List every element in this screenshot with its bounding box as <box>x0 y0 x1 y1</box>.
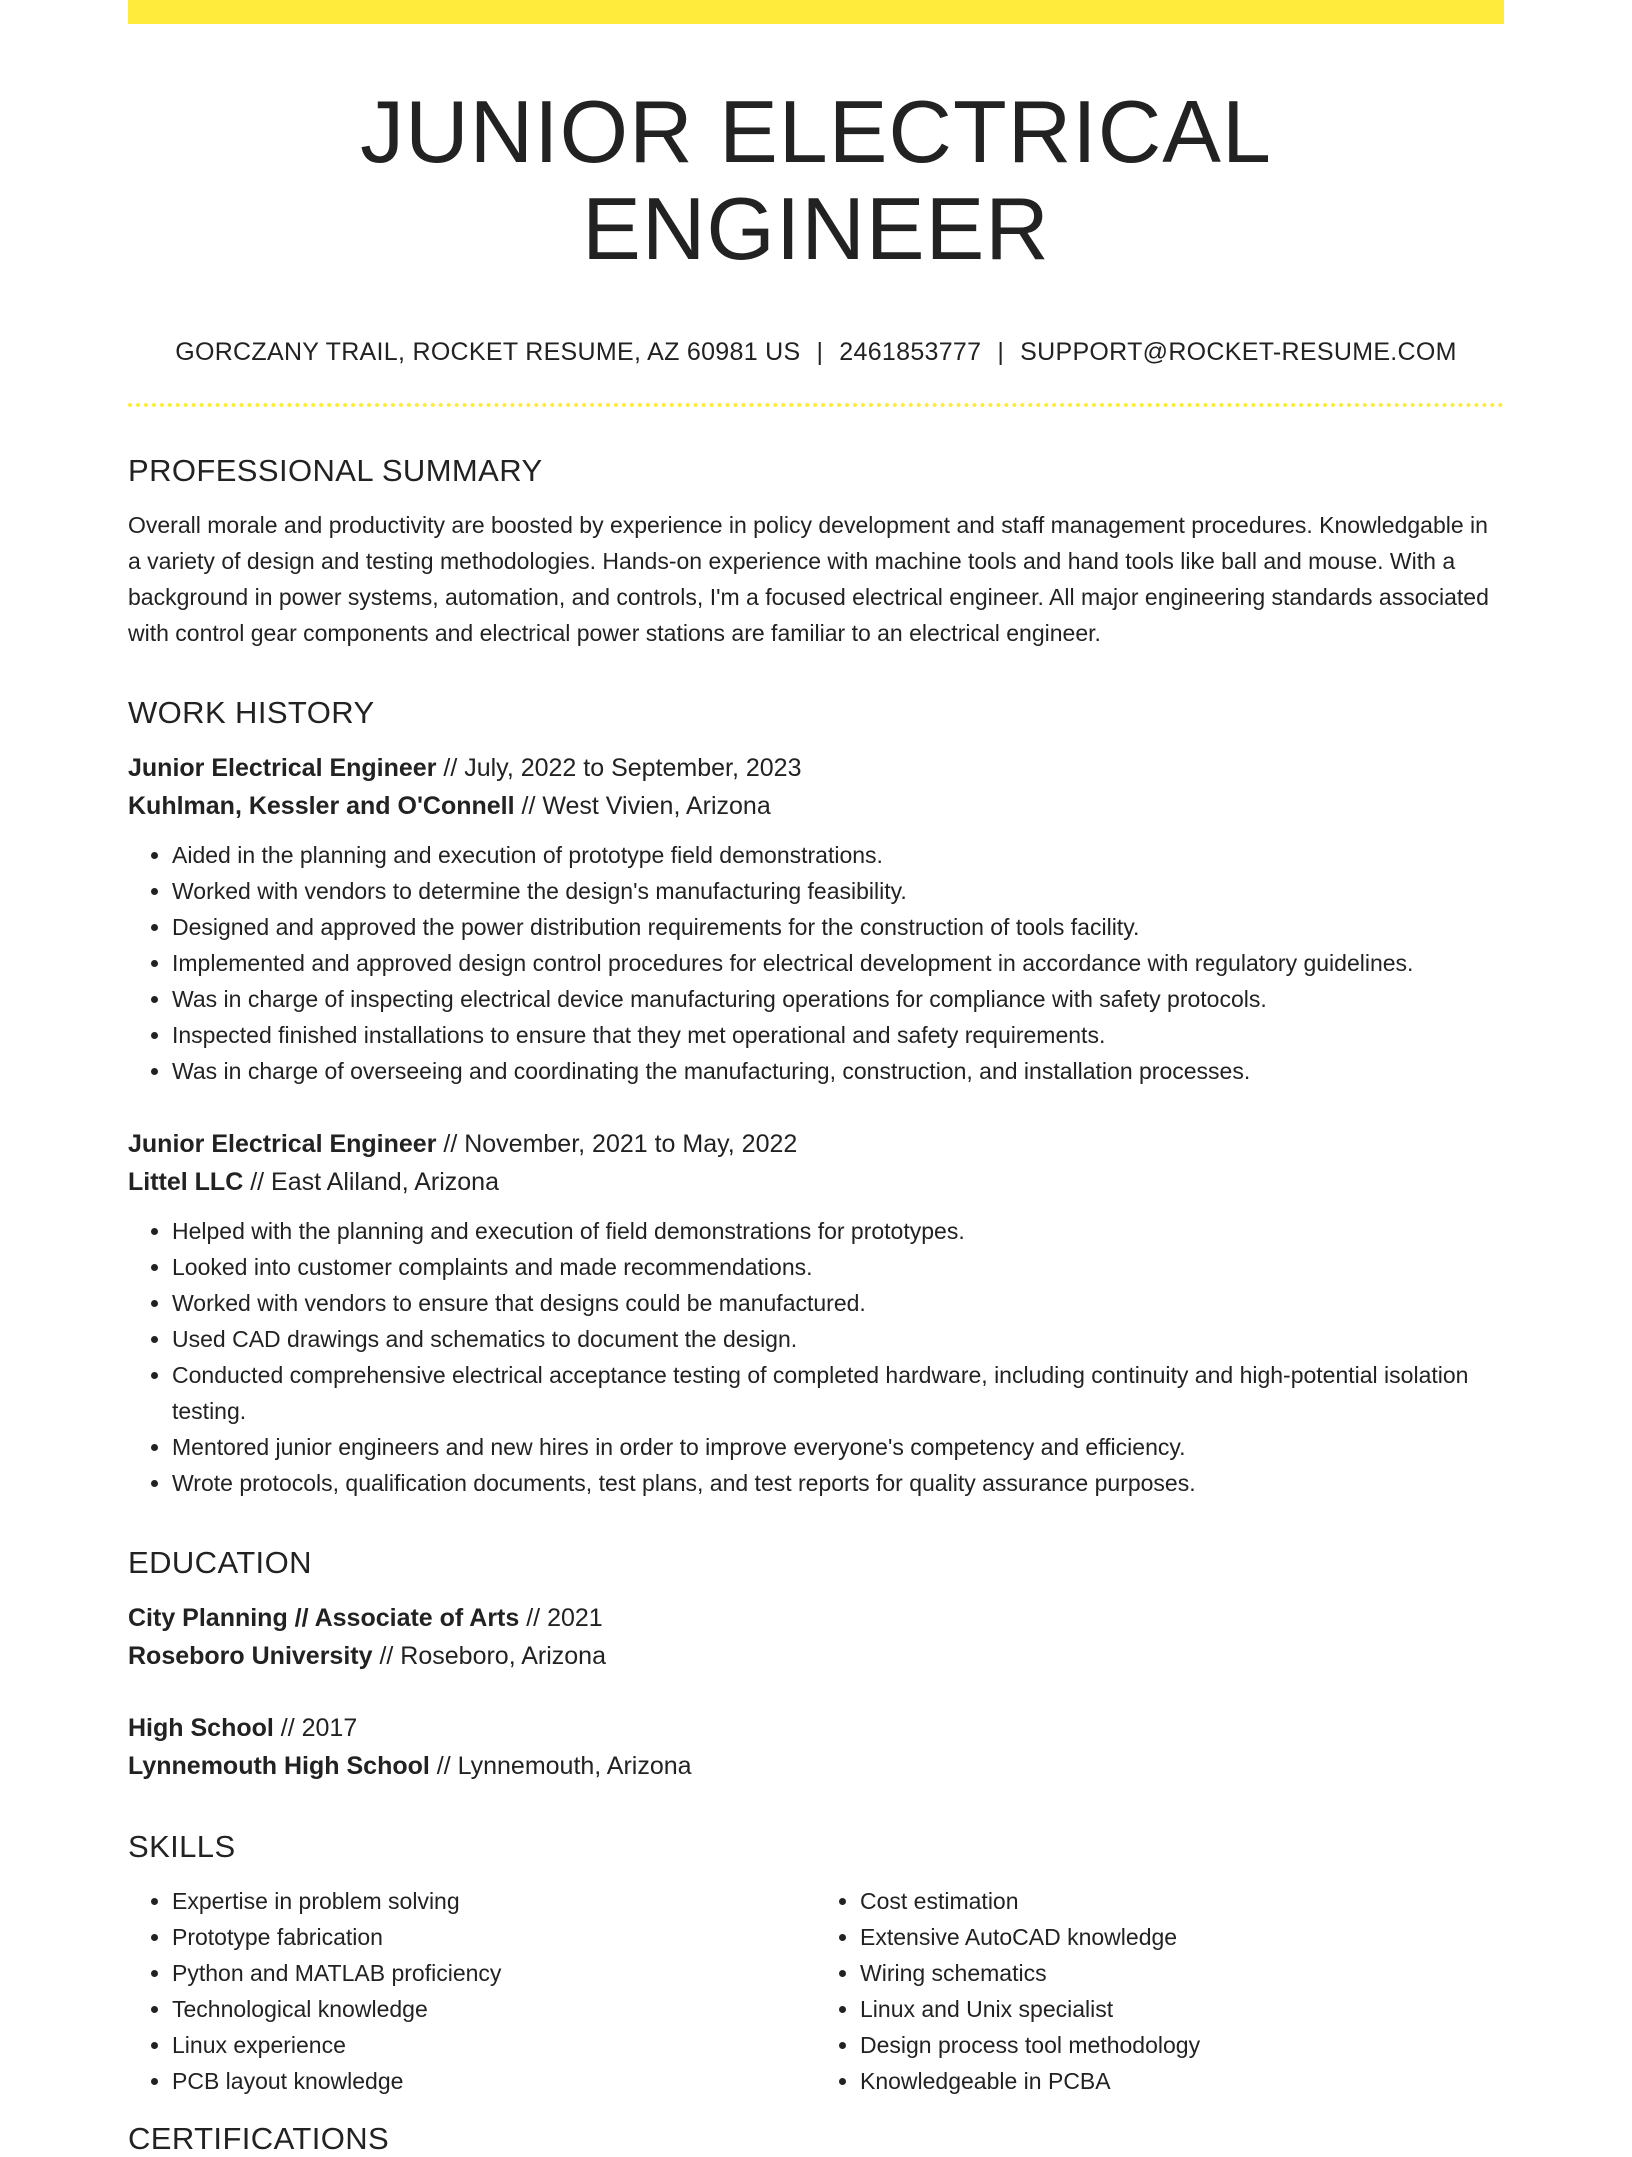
education-location: // Roseboro, Arizona <box>372 1641 606 1670</box>
job-title-line <box>128 1125 1504 1163</box>
education-heading: EDUCATION <box>128 1544 312 1580</box>
education-school: Lynnemouth High School <box>128 1751 430 1780</box>
job-dates: // November, 2021 to May, 2022 <box>436 1129 798 1158</box>
skill-item: • Wiring schematics <box>860 1955 1504 1991</box>
skills-heading: SKILLS <box>128 1828 236 1864</box>
summary-heading: PROFESSIONAL SUMMARY <box>128 452 543 488</box>
job-dates: // July, 2022 to September, 2023 <box>436 753 802 782</box>
job-bullet: • Designed and approved the power distribution requirements for the construction of tools facility. <box>172 909 1504 945</box>
job-bullet: • Was in charge of overseeing and coordinating the manufacturing, construction, and installation processes. <box>172 1053 1504 1089</box>
skill-item: • Design process tool methodology <box>860 2027 1504 2063</box>
job-title: Junior Electrical Engineer <box>128 753 437 782</box>
skill-item: • Expertise in problem solving <box>172 1883 816 1919</box>
education-school-line <box>128 1747 1504 1785</box>
summary-text: Overall morale and productivity are boosted by experience in policy development and staff management procedures. Knowledgable in a variety of design and testing methodologies. Hands-on experience with machine tools and hand tools like ball and mouse. With a background in power systems, automation, and controls, I'm a focused electrical engineer. All major engineering standards associated with control gear components and electrical power stations are familiar to an electrical engineer. <box>128 511 1489 646</box>
work-history-heading: WORK HISTORY <box>128 694 375 730</box>
contact-email[interactable]: SUPPORT@ROCKET-RESUME.COM <box>1020 337 1457 366</box>
job-bullet: • Wrote protocols, qualification documents, test plans, and test reports for quality assurance purposes. <box>172 1465 1504 1501</box>
skill-item: • PCB layout knowledge <box>172 2063 816 2099</box>
education-year: // 2017 <box>273 1713 358 1742</box>
job-bullet: • Implemented and approved design control procedures for electrical development in accordance with regulatory guidelines. <box>172 945 1504 981</box>
education-entry <box>128 1709 1504 1785</box>
job-entry <box>128 1125 1504 1501</box>
skill-item: • Linux and Unix specialist <box>860 1991 1504 2027</box>
contact-phone: 2461853777 <box>839 337 982 366</box>
education-year: // 2021 <box>519 1603 603 1632</box>
education-degree-line <box>128 1599 1504 1637</box>
job-title-line <box>128 749 1504 787</box>
education-school: Roseboro University <box>128 1641 373 1670</box>
job-location: // West Vivien, Arizona <box>514 791 771 820</box>
contact-separator: | <box>997 337 1005 366</box>
skill-item: • Prototype fabrication <box>172 1919 816 1955</box>
job-bullet: • Helped with the planning and execution of field demonstrations for prototypes. <box>172 1213 1504 1249</box>
job-bullets <box>128 837 1504 1089</box>
education-location: // Lynnemouth, Arizona <box>429 1751 692 1780</box>
skill-item: • Technological knowledge <box>172 1991 816 2027</box>
top-accent-bar <box>128 0 1504 24</box>
job-bullet: • Was in charge of inspecting electrical device manufacturing operations for compliance with safety protocols. <box>172 981 1504 1017</box>
education-school-line <box>128 1637 1504 1675</box>
skills-columns <box>128 1883 1504 2099</box>
job-entry <box>128 749 1504 1089</box>
education-entry <box>128 1599 1504 1675</box>
job-bullet: • Used CAD drawings and schematics to document the design. <box>172 1321 1504 1357</box>
job-location: // East Aliland, Arizona <box>243 1167 499 1196</box>
skill-item: • Python and MATLAB proficiency <box>172 1955 816 1991</box>
job-bullet: • Worked with vendors to determine the design's manufacturing feasibility. <box>172 873 1504 909</box>
job-bullet: • Inspected finished installations to ensure that they met operational and safety requirements. <box>172 1017 1504 1053</box>
resume-page <box>128 0 1504 2157</box>
job-bullet: • Mentored junior engineers and new hires in order to improve everyone's competency and efficiency. <box>172 1429 1504 1465</box>
job-bullet: • Worked with vendors to ensure that designs could be manufactured. <box>172 1285 1504 1321</box>
education-degree: City Planning // Associate of Arts <box>128 1603 520 1632</box>
skill-item: • Linux experience <box>172 2027 816 2063</box>
job-company: Kuhlman, Kessler and O'Connell <box>128 791 515 820</box>
education-degree-line <box>128 1709 1504 1747</box>
job-company-line <box>128 787 1504 825</box>
job-bullet: • Aided in the planning and execution of prototype field demonstrations. <box>172 837 1504 873</box>
job-bullet: • Looked into customer complaints and made recommendations. <box>172 1249 1504 1285</box>
skill-item: • Extensive AutoCAD knowledge <box>860 1919 1504 1955</box>
skill-item: • Knowledgeable in PCBA <box>860 2063 1504 2099</box>
job-company-line <box>128 1163 1504 1201</box>
job-title: Junior Electrical Engineer <box>128 1129 437 1158</box>
contact-separator: | <box>816 337 824 366</box>
contact-address: GORCZANY TRAIL, ROCKET RESUME, AZ 60981 US <box>175 337 801 366</box>
job-company: Littel LLC <box>128 1167 244 1196</box>
education-degree: High School <box>128 1713 274 1742</box>
certifications-heading: CERTIFICATIONS <box>128 2120 390 2156</box>
dotted-divider <box>128 403 1504 407</box>
resume-title: JUNIOR ELECTRICAL ENGINEER <box>360 82 1272 278</box>
skill-item: • Cost estimation <box>860 1883 1504 1919</box>
skills-right-list <box>816 1883 1504 2099</box>
job-bullet: • Conducted comprehensive electrical acceptance testing of completed hardware, including continuity and high-potential isolation testing. <box>172 1357 1504 1429</box>
contact-line <box>128 338 1504 367</box>
job-bullets <box>128 1213 1504 1501</box>
skills-left-list <box>128 1883 816 2099</box>
